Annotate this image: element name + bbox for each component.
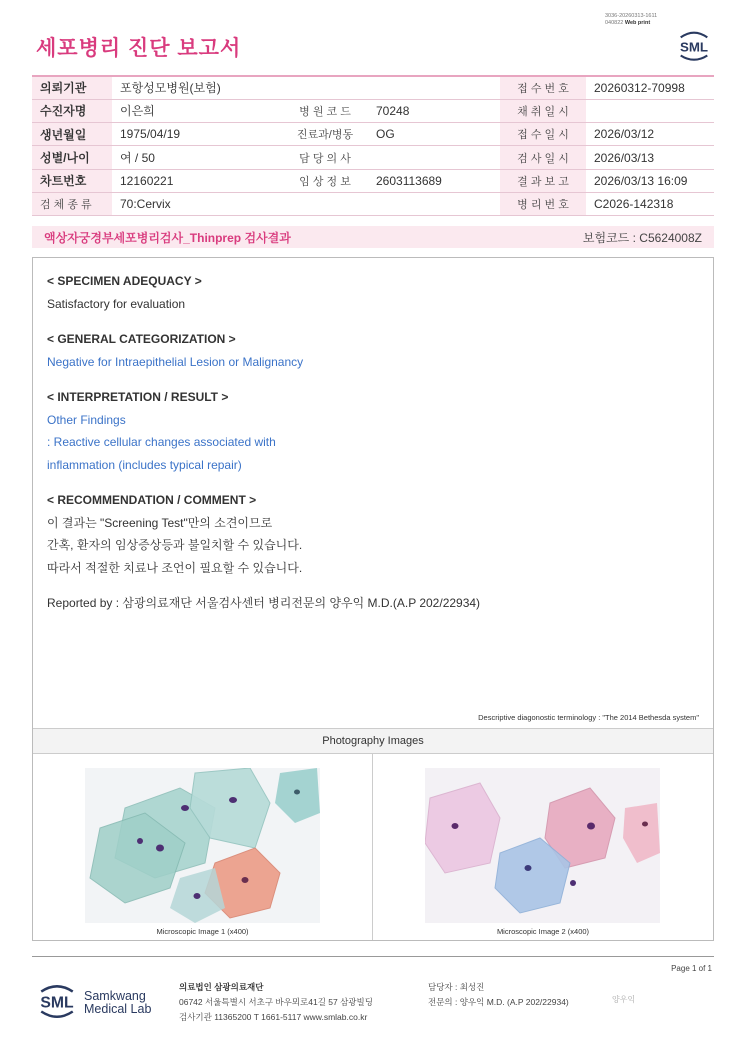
value-clinical-info: 2603113689 bbox=[368, 169, 500, 192]
info-row bbox=[32, 192, 714, 215]
label-clinical-info: 임 상 정 보 bbox=[282, 169, 368, 192]
print-code-number: 040822 bbox=[605, 19, 624, 26]
photo-cell-1 bbox=[33, 754, 373, 940]
recommendation-heading: < RECOMMENDATION / COMMENT > bbox=[47, 493, 257, 507]
value-sex-age: 여 / 50 bbox=[112, 146, 282, 169]
print-label: Web print bbox=[624, 19, 651, 26]
insurance-code: 보험코드 : C5624008Z bbox=[582, 230, 702, 245]
value-collection-date bbox=[586, 99, 714, 122]
label-requesting-institution: 의뢰기관 bbox=[32, 76, 112, 99]
info-row bbox=[32, 123, 714, 146]
value-specimen-type: 70:Cervix bbox=[112, 192, 500, 215]
label-sex-age: 성별/나이 bbox=[32, 146, 112, 169]
value-department: OG bbox=[368, 123, 500, 146]
brand-name bbox=[84, 990, 151, 1016]
label-specimen-type: 검 체 종 류 bbox=[32, 192, 112, 215]
value-received-date: 2026/03/12 bbox=[586, 123, 714, 146]
info-row bbox=[32, 99, 714, 122]
adequacy-text: Satisfactory for evaluation bbox=[47, 296, 186, 311]
photo-caption-2: Microscopic Image 2 (x400) bbox=[496, 927, 590, 936]
org-address: 06742 서울특별시 서초구 바우뫼로41길 57 삼광빌딩 bbox=[179, 997, 373, 1007]
label-collection-date: 채 취 일 시 bbox=[500, 99, 586, 122]
interpretation-line: : Reactive cellular changes associated with bbox=[47, 435, 276, 449]
label-hospital-code: 병 원 코 드 bbox=[282, 99, 368, 122]
label-physician: 담 당 의 사 bbox=[282, 146, 368, 169]
sml-logo-text: SML bbox=[679, 39, 709, 55]
test-name-bar bbox=[32, 226, 714, 248]
category-text: Negative for Intraepithelial Lesion or Malignancy bbox=[47, 354, 304, 369]
label-test-date: 검 사 일 시 bbox=[500, 146, 586, 169]
result-panel bbox=[32, 257, 714, 941]
info-row bbox=[32, 169, 714, 192]
label-birth-date: 생년월일 bbox=[32, 123, 112, 146]
label-department: 진료과/병동 bbox=[282, 123, 368, 146]
value-test-date: 2026/03/13 bbox=[586, 146, 714, 169]
result-body bbox=[47, 270, 697, 615]
value-physician bbox=[368, 146, 500, 169]
interpretation-line: Other Findings bbox=[47, 412, 126, 427]
print-code-line2 bbox=[605, 20, 657, 27]
label-chart-number: 차트번호 bbox=[32, 169, 112, 192]
value-accession-number: 20260312-70998 bbox=[586, 76, 714, 99]
terminology-note: Descriptive diagonostic terminology : "The 2014 Bethesda system" bbox=[478, 713, 699, 722]
footer-divider bbox=[32, 956, 714, 957]
label-received-date: 접 수 일 시 bbox=[500, 123, 586, 146]
org-contact: 검사기관 11365200 T 1661-5117 www.smlab.co.kr bbox=[179, 1012, 368, 1022]
print-code bbox=[605, 13, 657, 26]
value-patient-name: 이은희 bbox=[112, 99, 282, 122]
recommendation-line: 간혹, 환자의 임상증상등과 불일치할 수 있습니다. bbox=[47, 538, 303, 552]
recommendation-line: 따라서 적절한 치료나 조언이 필요할 수 있습니다. bbox=[47, 560, 303, 575]
brand-line1: Samkwang bbox=[84, 989, 146, 1003]
microscopic-image-2 bbox=[425, 768, 660, 923]
brand-line2: Medical Lab bbox=[84, 1002, 152, 1016]
interpretation-heading: < INTERPRETATION / RESULT > bbox=[47, 390, 229, 404]
print-code-line1: 3036-20260313-1611 bbox=[605, 13, 658, 19]
info-row bbox=[32, 146, 714, 169]
value-hospital-code: 70248 bbox=[368, 99, 500, 122]
patient-info-table bbox=[32, 75, 714, 216]
value-result-report: 2026/03/13 16:09 bbox=[586, 169, 714, 192]
recommendation-line: 이 결과는 "Screening Test"만의 소견이므로 bbox=[47, 515, 273, 530]
adequacy-heading: < SPECIMEN ADEQUACY > bbox=[47, 274, 202, 288]
specialist: 전문의 : 양우익 M.D. (A.P 202/22934) bbox=[428, 997, 569, 1007]
sml-footer-logo-text: SML bbox=[40, 994, 74, 1012]
org-name: 의료법인 삼광의료재단 bbox=[179, 982, 264, 992]
signatories bbox=[428, 980, 569, 1010]
value-birth-date: 1975/04/19 bbox=[112, 123, 282, 146]
interpretation-line: inflammation (includes typical repair) bbox=[47, 457, 242, 472]
reported-by: Reported by : 삼광의료재단 서울검사센터 병리전문의 양우익 M.D.(A.P 202/22934) bbox=[47, 596, 481, 610]
page-title: 세포병리 진단 보고서 bbox=[36, 37, 242, 60]
label-result-report: 결 과 보 고 bbox=[500, 169, 586, 192]
manager: 담당자 : 최성진 bbox=[428, 982, 485, 992]
microscopic-image-1 bbox=[85, 768, 320, 923]
signature: 양우익 bbox=[612, 995, 636, 1004]
photo-caption-1: Microscopic Image 1 (x400) bbox=[156, 927, 249, 936]
sml-footer-logo-icon bbox=[36, 980, 78, 1022]
test-name: 액상자궁경부세포병리검사_Thinprep 검사결과 bbox=[44, 230, 291, 245]
photos-heading: Photography Images bbox=[33, 728, 713, 754]
label-patient-name: 수진자명 bbox=[32, 99, 112, 122]
category-heading: < GENERAL CATEGORIZATION > bbox=[47, 332, 236, 346]
value-pathology-number: C2026-142318 bbox=[586, 192, 714, 215]
label-accession-number: 접 수 번 호 bbox=[500, 76, 586, 99]
info-row bbox=[32, 76, 714, 99]
sml-logo-icon bbox=[675, 26, 713, 64]
page-number: Page 1 of 1 bbox=[671, 964, 712, 973]
value-requesting-institution: 포항성모병원(보험) bbox=[112, 76, 500, 99]
photo-cell-2 bbox=[373, 754, 713, 940]
value-chart-number: 12160221 bbox=[112, 169, 282, 192]
label-pathology-number: 병 리 번 호 bbox=[500, 192, 586, 215]
organization-info bbox=[179, 980, 373, 1025]
